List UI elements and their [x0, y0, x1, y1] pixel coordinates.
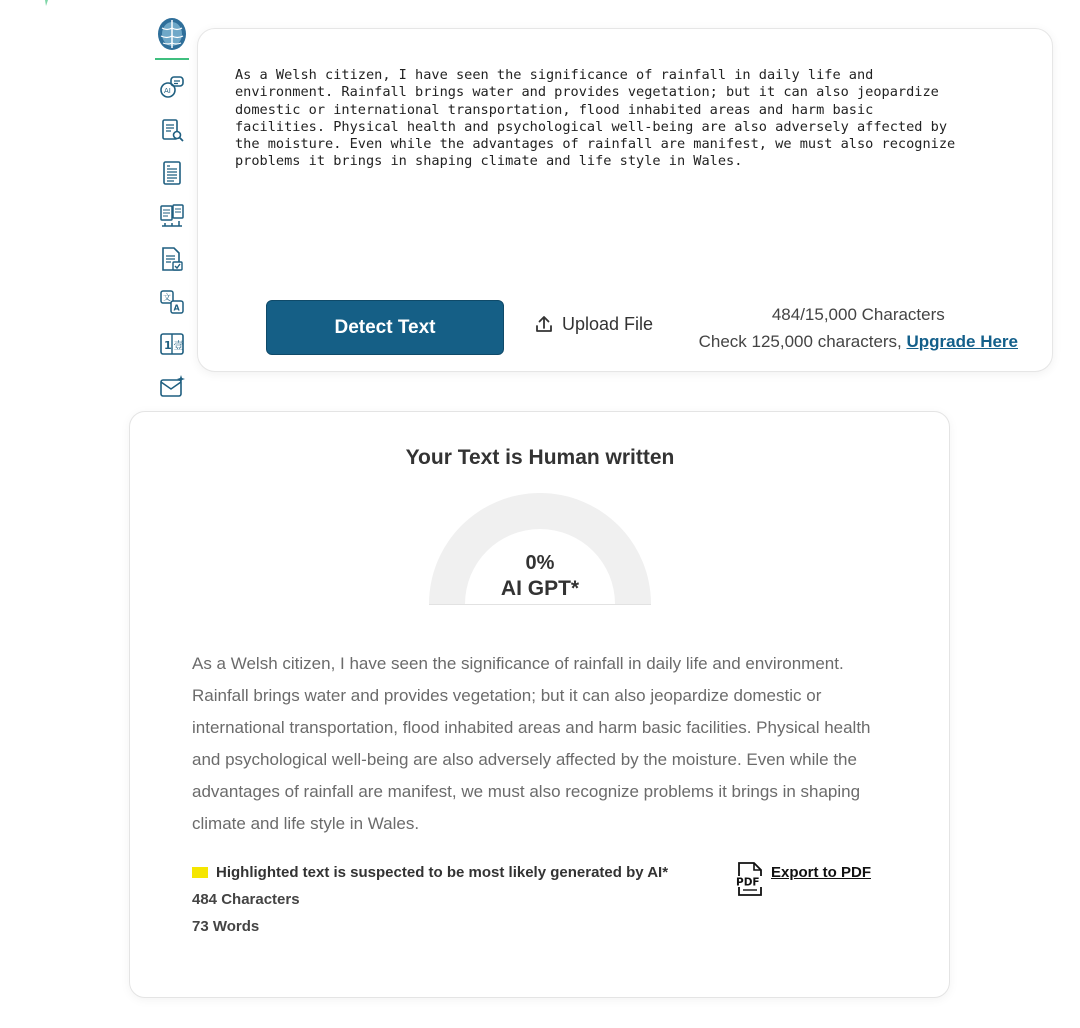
paraphrase-tool-icon: [158, 202, 186, 230]
tool-sidebar: [153, 10, 191, 402]
document-check-icon: [158, 245, 186, 273]
pdf-icon: [735, 861, 765, 897]
export-pdf-button[interactable]: [735, 861, 871, 897]
export-pdf-label: Export to PDF: [771, 864, 871, 881]
word-stat: 73 Words: [192, 918, 260, 935]
character-info: [699, 301, 1018, 355]
upload-file-button[interactable]: [534, 312, 653, 336]
upgrade-here-link[interactable]: Upgrade Here: [906, 332, 1018, 351]
character-count: 484/15,000 Characters: [771, 305, 945, 324]
sidebar-item-document-search[interactable]: [157, 115, 187, 145]
ai-percentage: 0%: [525, 552, 555, 574]
sidebar-item-translate[interactable]: [157, 287, 187, 317]
upload-file-label: Upload File: [562, 313, 654, 334]
check-characters-text: Check 125,000 characters,: [698, 332, 907, 351]
highlight-legend: [192, 864, 668, 881]
sidebar-item-ai-chat[interactable]: [157, 73, 187, 103]
upload-icon: [534, 314, 554, 334]
result-title: Your Text is Human written: [405, 446, 675, 469]
detect-text-button[interactable]: Detect Text: [266, 300, 504, 355]
ai-gpt-label: AI GPT*: [500, 577, 580, 600]
sidebar-item-number-converter[interactable]: [157, 329, 187, 359]
sidebar-item-document-check[interactable]: [157, 244, 187, 274]
character-stat: 484 Characters: [192, 891, 300, 908]
sidebar-item-email[interactable]: [157, 372, 187, 402]
ai-chat-icon: [158, 74, 186, 102]
sidebar-item-document-lines[interactable]: [157, 158, 187, 188]
email-sparkle-icon: [158, 373, 186, 401]
svg-text:壹: 壹: [173, 341, 184, 353]
leaf-icon: [40, 0, 50, 8]
highlight-swatch: [192, 867, 208, 878]
document-search-icon: [158, 116, 186, 144]
sidebar-item-paraphrase[interactable]: [157, 201, 187, 231]
svg-text:PDF: PDF: [736, 876, 760, 889]
analyzed-text: As a Welsh citizen, I have seen the significance of rainfall in daily life and environment. Rainfall brings water and provides vegetation; but it can also jeopardize domestic or international transportation, flood inhabited areas and harm basic facilities. Physical health and psychological well-being are also adversely affected by the moisture. Even while the advantages of rainfall are manifest, we must also recognize problems it brings in shaping climate and life style in Wales.: [192, 654, 871, 833]
svg-text:1: 1: [164, 339, 172, 353]
document-lines-icon: [158, 159, 186, 187]
highlight-legend-text: Highlighted text is suspected to be most likely generated by AI*: [216, 864, 669, 881]
text-input-area[interactable]: As a Welsh citizen, I have seen the significance of rainfall in daily life and environment. Rainfall brings water and provides vegetation; but it can also jeopardize domestic or international transportation, flood inhabited areas and harm basic facilities. Physical health and psychological well-being are also adversely affected by the moisture. Even while the advantages of rainfall are manifest, we must also recognize problems it brings in shaping climate and life style in Wales.: [235, 67, 956, 170]
result-card: [129, 411, 950, 998]
svg-text:A: A: [173, 303, 180, 313]
number-converter-icon: [158, 330, 186, 358]
translate-icon: [158, 288, 186, 316]
brain-logo-icon[interactable]: [155, 10, 189, 60]
svg-text:文: 文: [163, 292, 171, 302]
svg-text:AI: AI: [164, 86, 171, 95]
input-card: [197, 28, 1053, 372]
